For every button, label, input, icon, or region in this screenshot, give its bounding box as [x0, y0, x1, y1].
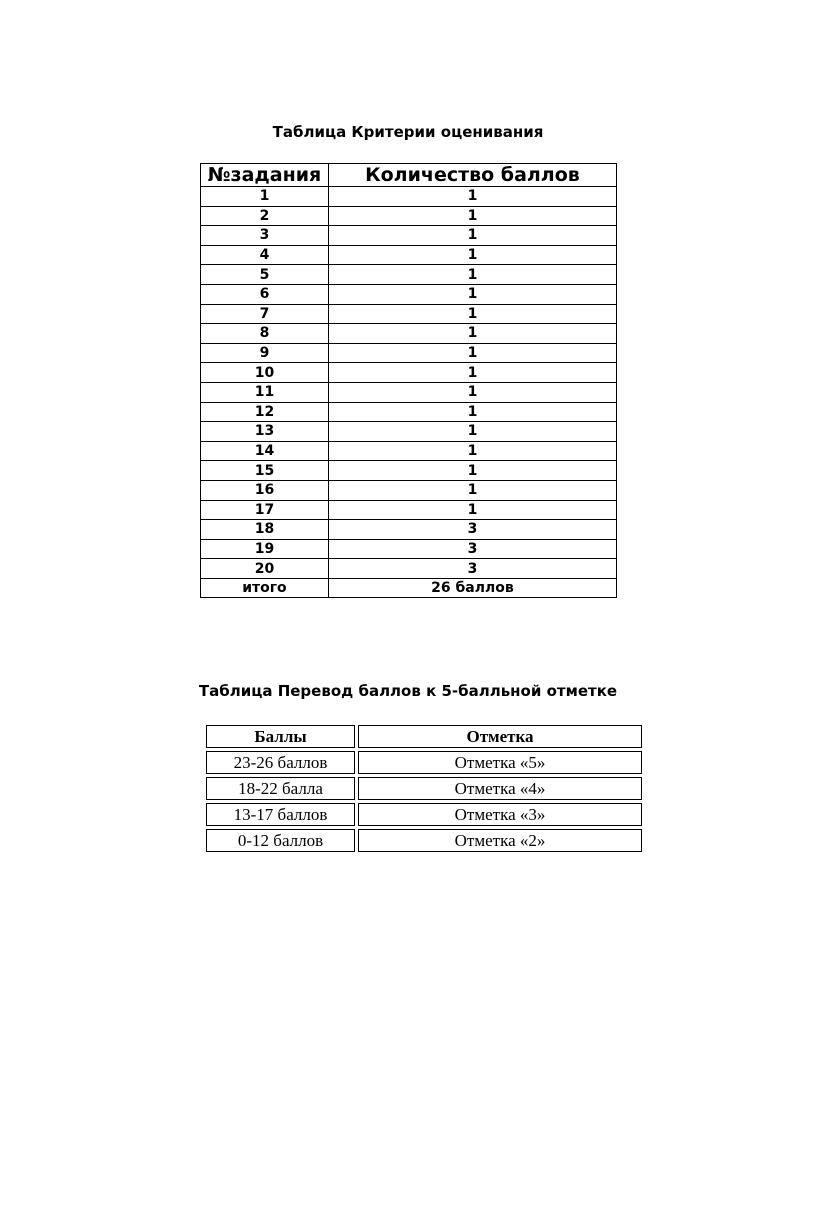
table-row	[201, 245, 617, 265]
task-number-cell: 6	[201, 284, 329, 304]
table-row	[201, 480, 617, 500]
column-header-task-number: №задания	[201, 164, 329, 187]
column-header-points: Количество баллов	[328, 164, 616, 187]
criteria-header-row	[201, 164, 617, 187]
points-cell: 1	[328, 187, 616, 207]
grade-cell: Отметка «4»	[358, 777, 642, 800]
table-row	[201, 324, 617, 344]
task-number-cell: 12	[201, 402, 329, 422]
conversion-table-title: Таблица Перевод баллов к 5-балльной отметке	[198, 682, 618, 700]
table-row	[201, 284, 617, 304]
criteria-table	[200, 163, 617, 598]
task-number-cell: 4	[201, 245, 329, 265]
criteria-table-body	[201, 187, 617, 598]
table-row	[201, 226, 617, 246]
table-row	[201, 539, 617, 559]
score-range-cell: 23-26 баллов	[206, 751, 355, 774]
table-row	[201, 559, 617, 579]
task-number-cell: 1	[201, 187, 329, 207]
table-row	[206, 803, 642, 826]
points-cell: 1	[328, 461, 616, 481]
grade-cell: Отметка «5»	[358, 751, 642, 774]
table-row	[206, 829, 642, 852]
task-number-cell: 20	[201, 559, 329, 579]
task-number-cell: 18	[201, 520, 329, 540]
table-row	[201, 520, 617, 540]
table-row	[201, 265, 617, 285]
table-row	[201, 402, 617, 422]
table-row	[201, 422, 617, 442]
points-cell: 1	[328, 500, 616, 520]
points-cell: 1	[328, 402, 616, 422]
points-cell: 1	[328, 265, 616, 285]
points-cell: 1	[328, 441, 616, 461]
table-row	[201, 461, 617, 481]
total-row	[201, 578, 617, 598]
total-label-cell: итого	[201, 578, 329, 598]
score-range-cell: 0-12 баллов	[206, 829, 355, 852]
points-cell: 1	[328, 382, 616, 402]
table-row	[201, 441, 617, 461]
table-row	[206, 777, 642, 800]
points-cell: 3	[328, 559, 616, 579]
points-cell: 1	[328, 206, 616, 226]
table-row	[201, 304, 617, 324]
points-cell: 1	[328, 324, 616, 344]
points-cell: 1	[328, 343, 616, 363]
task-number-cell: 9	[201, 343, 329, 363]
task-number-cell: 15	[201, 461, 329, 481]
conversion-header-row	[206, 725, 642, 748]
column-header-grade: Отметка	[358, 725, 642, 748]
table-row	[201, 343, 617, 363]
points-cell: 1	[328, 480, 616, 500]
task-number-cell: 14	[201, 441, 329, 461]
table-row	[201, 187, 617, 207]
points-cell: 1	[328, 363, 616, 383]
conversion-table-body	[206, 751, 642, 852]
score-range-cell: 13-17 баллов	[206, 803, 355, 826]
points-cell: 3	[328, 539, 616, 559]
total-points-cell: 26 баллов	[328, 578, 616, 598]
points-cell: 1	[328, 422, 616, 442]
grade-cell: Отметка «2»	[358, 829, 642, 852]
task-number-cell: 19	[201, 539, 329, 559]
points-cell: 1	[328, 284, 616, 304]
criteria-table-title: Таблица Критерии оценивания	[272, 123, 544, 141]
task-number-cell: 8	[201, 324, 329, 344]
table-row	[201, 363, 617, 383]
points-cell: 3	[328, 520, 616, 540]
task-number-cell: 16	[201, 480, 329, 500]
column-header-score-range: Баллы	[206, 725, 355, 748]
table-row	[201, 382, 617, 402]
grade-cell: Отметка «3»	[358, 803, 642, 826]
score-range-cell: 18-22 балла	[206, 777, 355, 800]
points-cell: 1	[328, 226, 616, 246]
conversion-table	[203, 722, 645, 855]
task-number-cell: 2	[201, 206, 329, 226]
table-row	[201, 500, 617, 520]
task-number-cell: 17	[201, 500, 329, 520]
task-number-cell: 11	[201, 382, 329, 402]
points-cell: 1	[328, 245, 616, 265]
task-number-cell: 3	[201, 226, 329, 246]
task-number-cell: 7	[201, 304, 329, 324]
table-row	[206, 751, 642, 774]
points-cell: 1	[328, 304, 616, 324]
task-number-cell: 13	[201, 422, 329, 442]
task-number-cell: 10	[201, 363, 329, 383]
table-row	[201, 206, 617, 226]
task-number-cell: 5	[201, 265, 329, 285]
